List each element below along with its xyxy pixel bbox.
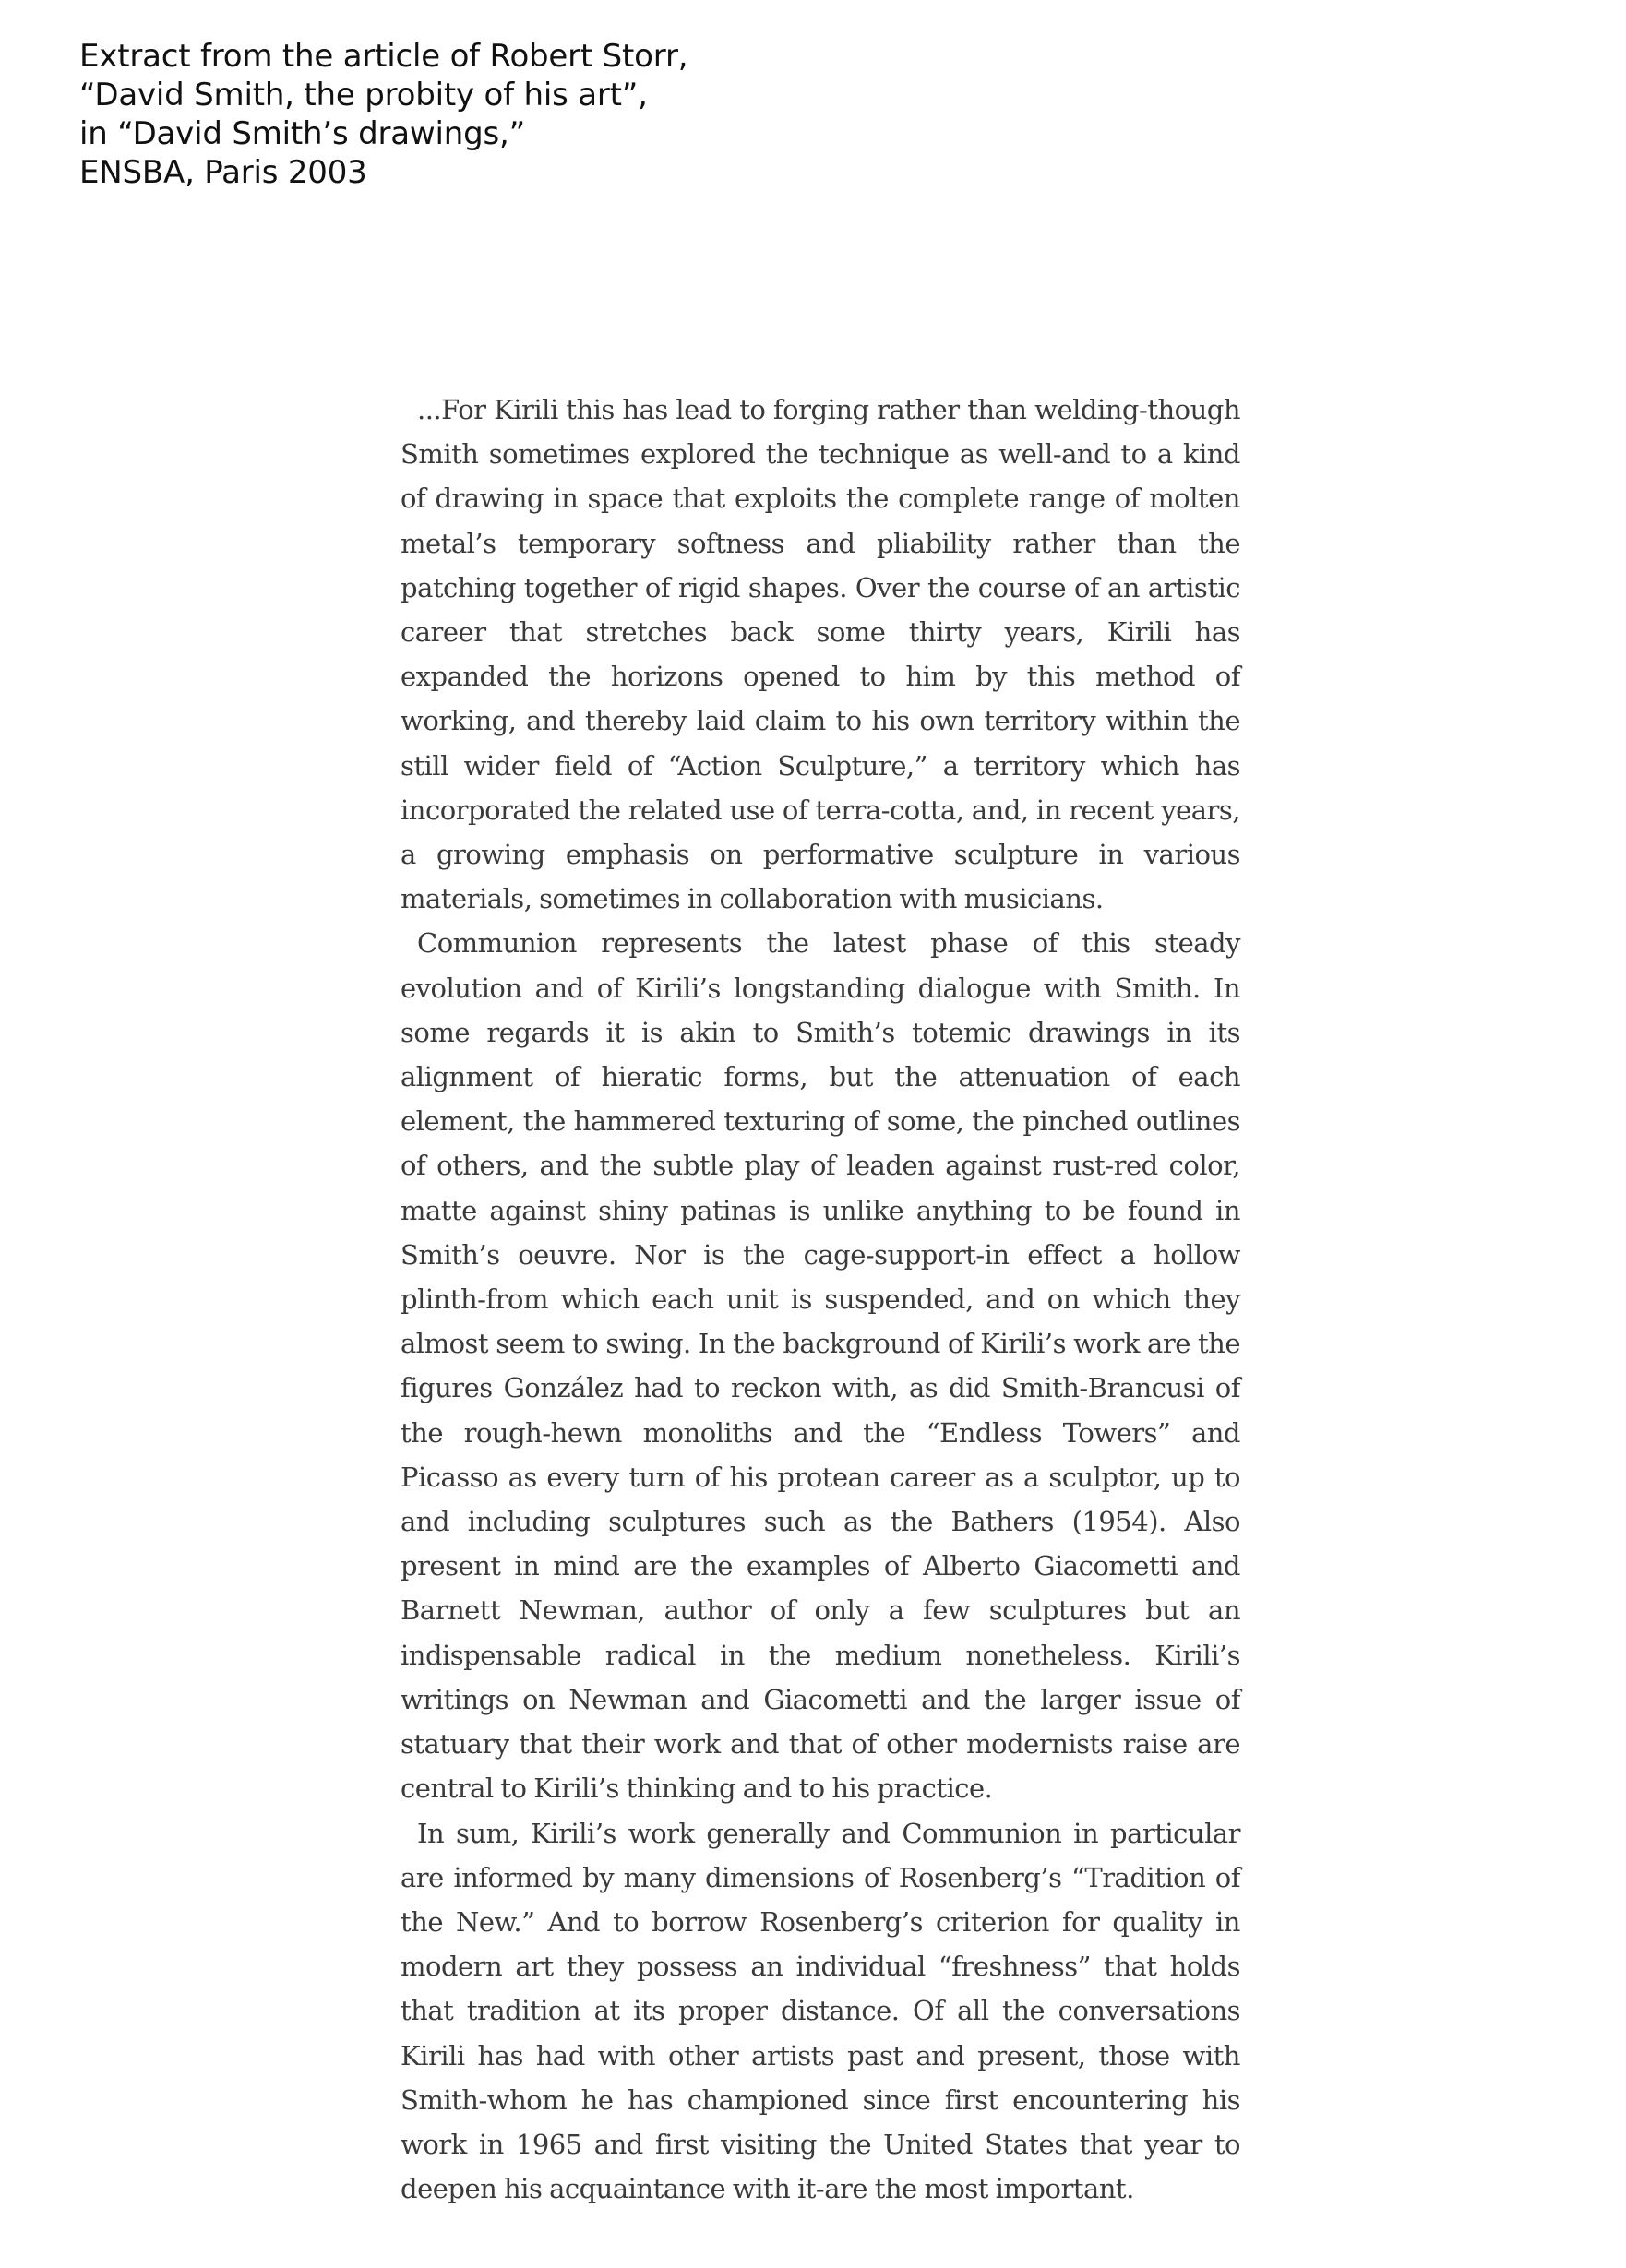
article-paragraph-2: Communion represents the latest phase of this steady evolution and of Kirili’s longstanding dialogue with Smith. In some regards it is akin to Smith’s totemic drawings in its alignment of hieratic forms, but the attenuation of each element, the hammered texturing of some, the pinched outlines of others, and the subtle play of leaden against rust-red color, matte against shiny patinas is unlike anything to be found in Smith’s oeuvre. Nor is the cage-support-in effect a hollow plinth-from which each unit is suspended, and on which they almost seem to swing. In the background of Kirili’s work are the figures González had to reckon with, as did Smith-Brancusi of the rough-hewn monoliths and the “Endless Towers” and Picasso as every turn of his protean career as a sculptor, up to and including sculptures such as the Bathers (1954). Also present in mind are the examples of Alberto Giacometti and Barnett Newman, author of only a few sculptures but an indispensable radical in the medium nonetheless. Kirili’s writings on Newman and Giacometti and the larger issue of statuary that their work and that of other modernists raise are central to Kirili’s thinking and to his practice. — [401, 927, 1240, 1805]
citation-line-2: “David Smith, the probity of his art”, — [79, 77, 648, 113]
article-paragraph-3: In sum, Kirili’s work generally and Communion in particular are informed by many dimensions of Rosenberg’s “Tradition of the New.” And to borrow Rosenberg’s criterion for quality in modern art they possess an individual “freshness” that holds that tradition at its proper distance. Of all the conversations Kirili has had with other artists past and present, those with Smith-whom he has championed since first encountering his work in 1965 and first visiting the United States that year to deepen his acquaintance with it-are the most important. — [401, 1817, 1240, 2205]
article-paragraph-1: ...For Kirili this has lead to forging rather than welding-though Smith sometimes explored the technique as well-and to a kind of drawing in space that exploits the complete range of molten metal’s temporary softness and pliability rather than the patching together of rigid shapes. Over the course of an artistic career that stretches back some thirty years, Kirili has expanded the horizons opened to him by this method of working, and thereby laid claim to his own territory within the still wider field of “Action Sculpture,” a territory which has incorporated the related use of terra-cotta, and, in recent years, a growing emphasis on performative sculpture in various materials, sometimes in collaboration with musicians. — [401, 394, 1240, 915]
source-citation — [79, 37, 725, 192]
citation-line-4: ENSBA, Paris 2003 — [79, 154, 367, 191]
citation-line-1: Extract from the article of Robert Storr, — [79, 38, 688, 75]
citation-line-3: in “David Smith’s drawings,” — [79, 115, 526, 152]
article-body — [401, 388, 1240, 2211]
